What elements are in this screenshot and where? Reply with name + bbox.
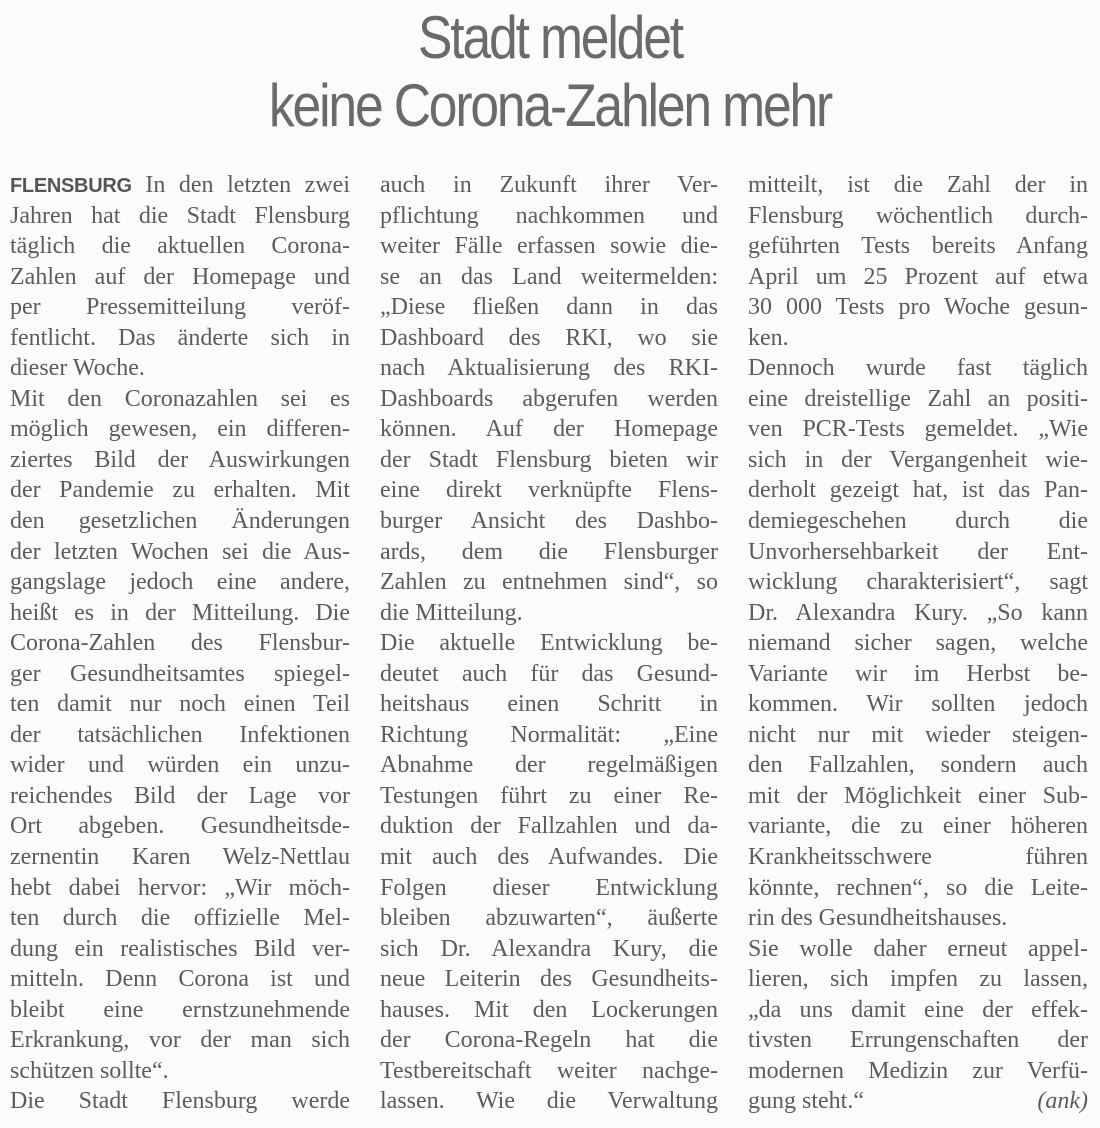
article-line: Abnahme der regelmäßigen	[380, 752, 718, 779]
article-line: der Corona-Regeln hat die	[380, 1027, 718, 1054]
article-line: weiter Fälle erfassen sowie die-	[380, 233, 718, 260]
article-line: per Pressemitteilung veröf-	[10, 294, 350, 321]
article-line: mitteln. Denn Corona ist und	[10, 966, 350, 993]
article-line: Erkrankung, vor der man sich	[10, 1027, 350, 1054]
article-line: zernentin Karen Welz-Nettlau	[10, 844, 350, 871]
article-line: sich Dr. Alexandra Kury, die	[380, 935, 718, 962]
article-line: der letzten Wochen sei die Aus-	[10, 538, 350, 565]
article-line: heißt es in der Mitteilung. Die	[10, 599, 350, 626]
article-line: nach Aktualisierung des RKI-	[380, 355, 718, 382]
article-line: heitshaus einen Schritt in	[380, 691, 718, 718]
dateline: FLENSBURG	[10, 175, 132, 197]
article-line: nicht nur mit wieder steigen-	[748, 721, 1088, 748]
article-line: ziertes Bild der Auswirkungen	[10, 446, 350, 473]
article-line: mit der Möglichkeit einer Sub-	[748, 782, 1088, 809]
article-line: hauses. Mit den Lockerungen	[380, 996, 718, 1023]
article-line: eine dreistellige Zahl an positi-	[748, 385, 1088, 412]
article-line-text: In den letzten zwei	[131, 172, 350, 198]
article-line: reichendes Bild der Lage vor	[10, 782, 350, 809]
article-line: fentlicht. Das änderte sich in	[10, 324, 350, 351]
article-line: der Stadt Flensburg bieten wir	[380, 446, 718, 473]
headline-line-1: Stadt meldet	[418, 4, 682, 71]
article-line: niemand sicher sagen, welche	[748, 630, 1088, 657]
article-line	[10, 170, 350, 201]
article-line: Zahlen auf der Homepage und	[10, 263, 350, 290]
article-line: mitteilt, ist die Zahl der in	[748, 172, 1088, 198]
article-line: April um 25 Prozent auf etwa	[748, 263, 1088, 290]
article-line: Dashboards abgerufen werden	[380, 385, 718, 412]
article-line: Richtung Normalität: „Eine	[380, 721, 718, 748]
article-line: Die aktuelle Entwicklung be-	[380, 630, 718, 657]
article-line: ten damit nur noch einen Teil	[10, 691, 350, 718]
article-line: Jahren hat die Stadt Flensburg	[10, 202, 350, 229]
article-line: Mit den Coronazahlen sei es	[10, 385, 350, 412]
article-line: Zahlen zu entnehmen sind“, so	[380, 569, 718, 596]
article-line: modernen Medizin zur Verfü-	[748, 1057, 1088, 1084]
article-column-2	[380, 170, 718, 1117]
article-line: Variante wir im Herbst be-	[748, 660, 1088, 687]
article-line: bleiben abzuwarten“, äußerte	[380, 905, 718, 932]
article-line: könnte, rechnen“, so die Leite-	[748, 874, 1088, 901]
article-line: ger Gesundheitsamtes spiegel-	[10, 660, 350, 687]
article-line: Folgen dieser Entwicklung	[380, 874, 718, 901]
article-line: lieren, sich impfen zu lassen,	[748, 966, 1088, 993]
article-line: Dashboard des RKI, wo sie	[380, 324, 718, 351]
article-line: können. Auf der Homepage	[380, 416, 718, 443]
article-line: bleibt eine ernstzunehmende	[10, 996, 350, 1023]
article-line: den gesetzlichen Änderungen	[10, 508, 350, 535]
article-line: wicklung charakterisiert“, sagt	[748, 569, 1088, 596]
article-line: Krankheitsschwere führen	[748, 844, 1088, 871]
article-line: schützen sollte“.	[10, 1057, 169, 1084]
article-line: se an das Land weitermelden:	[380, 263, 718, 290]
headline-line-2: keine Corona-Zahlen mehr	[268, 72, 832, 139]
article-line: möglich gewesen, ein differen-	[10, 416, 350, 443]
article-line: ards, dem die Flensburger	[380, 538, 718, 565]
article-line: mit auch des Aufwandes. Die	[380, 844, 718, 871]
article-line: ten durch die offizielle Mel-	[10, 905, 350, 932]
article-line: Sie wolle daher erneut appel-	[748, 935, 1088, 962]
article-line: täglich die aktuellen Corona-	[10, 233, 350, 260]
article-line: duktion der Fallzahlen und da-	[380, 813, 718, 840]
article-line: auch in Zukunft ihrer Ver-	[380, 172, 718, 198]
article-line: variante, die zu einer höheren	[748, 813, 1088, 840]
article-line: eine direkt verknüpfte Flens-	[380, 477, 718, 504]
article-line: dung ein realistisches Bild ver-	[10, 935, 350, 962]
article-line: derholt gezeigt hat, ist das Pan-	[748, 477, 1088, 504]
article-line: Corona-Zahlen des Flensbur-	[10, 630, 350, 657]
article-line: Testbereitschaft weiter nachge-	[380, 1057, 718, 1084]
article-line	[748, 1086, 1088, 1117]
article-line: den Fallzahlen, sondern auch	[748, 752, 1088, 779]
author-tag: (ank)	[1037, 1088, 1088, 1115]
article-column-1	[10, 170, 350, 1117]
article-line: demiegeschehen durch die	[748, 508, 1088, 535]
article-line: hebt dabei hervor: „Wir möch-	[10, 874, 350, 901]
article-line: ken.	[748, 324, 789, 351]
article-line-text: gung steht.“	[748, 1088, 864, 1115]
article-line: 30 000 Tests pro Woche gesun-	[748, 294, 1088, 321]
article-line: kommen. Wir sollten jedoch	[748, 691, 1088, 718]
article-line: die Mitteilung.	[380, 599, 523, 626]
article-line: pflichtung nachkommen und	[380, 202, 718, 229]
article-line: Flensburg wöchentlich durch-	[748, 202, 1088, 229]
article-line: neue Leiterin des Gesundheits-	[380, 966, 718, 993]
article-line: Dr. Alexandra Kury. „So kann	[748, 599, 1088, 626]
article-line: dieser Woche.	[10, 355, 145, 382]
article-line: lassen. Wie die Verwaltung	[380, 1088, 718, 1115]
article-line: sich in der Vergangenheit wie-	[748, 446, 1088, 473]
article-line: „da uns damit eine der effek-	[748, 996, 1088, 1023]
article-line: burger Ansicht des Dashbo-	[380, 508, 718, 535]
article-line: Testungen führt zu einer Re-	[380, 782, 718, 809]
article-line: ven PCR-Tests gemeldet. „Wie	[748, 416, 1088, 443]
article-line: der tatsächlichen Infektionen	[10, 721, 350, 748]
article-line: deutet auch für das Gesund-	[380, 660, 718, 687]
article-line: Die Stadt Flensburg werde	[10, 1088, 350, 1115]
article-line: der Pandemie zu erhalten. Mit	[10, 477, 350, 504]
article-line: rin des Gesundheitshauses.	[748, 905, 1008, 932]
article-line: gangslage jedoch eine andere,	[10, 569, 350, 596]
article-line: wider und würden ein unzu-	[10, 752, 350, 779]
article-line: tivsten Errungenschaften der	[748, 1027, 1088, 1054]
article-column-3	[748, 170, 1088, 1117]
article-line: Unvorhersehbarkeit der Ent-	[748, 538, 1088, 565]
article-line: „Diese fließen dann in das	[380, 294, 718, 321]
article-line: Dennoch wurde fast täglich	[748, 355, 1088, 382]
article-line: Ort abgeben. Gesundheitsde-	[10, 813, 350, 840]
article-line: geführten Tests bereits Anfang	[748, 233, 1088, 260]
